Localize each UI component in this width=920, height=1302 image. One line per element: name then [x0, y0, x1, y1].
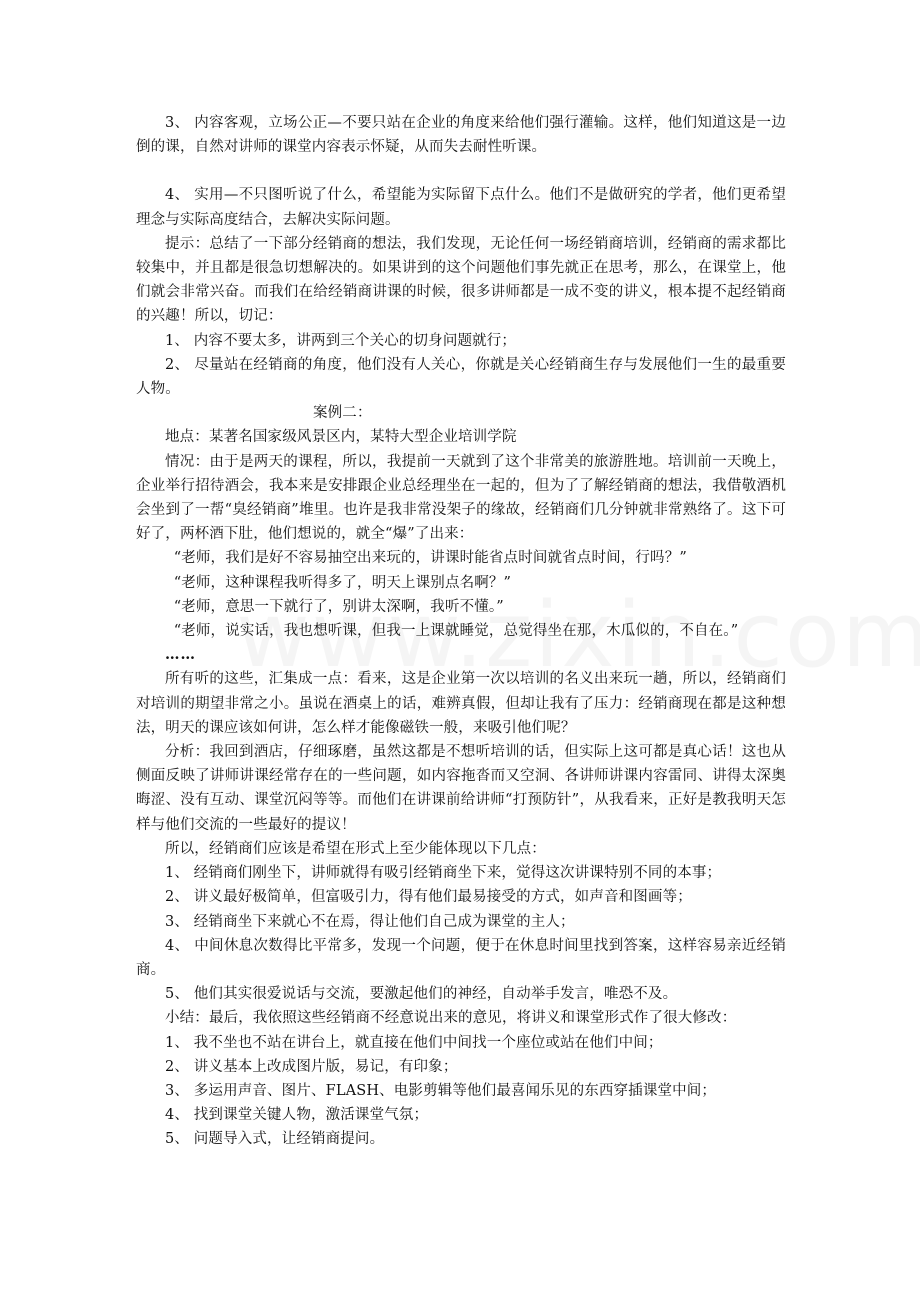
list-item-tip-1: 1、 内容不要太多，讲两到三个关心的切身问题就行； — [165, 332, 517, 349]
list-item-tip-2: 2、 尽量站在经销商的角度，他们没有人关心，你就是关心经销商生存与发展他们一生的最重要人物。 — [136, 356, 786, 398]
paragraph-summary-of-listening: 所有听的这些，汇集成一点：看来，这是企业第一次以培训的名义出来玩一趟，所以，经销商们对培训的期望非常之小。虽说在酒桌上的话，难辨真假，但却让我有了压力：经销商现在都是这种想法，明天的课应该如何讲，怎么样才能像磁铁一般，来吸引他们呢？ — [136, 671, 786, 736]
blank-line — [136, 159, 786, 183]
paragraph-expectations-intro: 所以，经销商们应该是希望在形式上至少能体现以下几点： — [165, 840, 546, 857]
list-item-expectation-4: 4、 中间休息次数得比平常多，发现一个问题，便于在休息时间里找到答案，这样容易亲近经销商。 — [136, 937, 786, 978]
paragraph-situation: 情况：由于是两天的课程，所以，我提前一天就到了这个非常美的旅游胜地。培训前一天晚上，企业举行招待酒会，我本来是安排跟企业总经理坐在一起的，但为了了解经销商的想法，我借敬酒机会坐到了一帮“臭经销商”堆里。也许是我非常没架子的缘故，经销商们几分钟就非常熟络了。这下可好了，两杯酒下肚，他们想说的，就全“爆”了出来： — [136, 453, 786, 543]
quote-1: “老师，我们是好不容易抽空出来玩的，讲课时能省点时间就省点时间，行吗？” — [173, 550, 687, 567]
list-item-change-3: 3、 多运用声音、图片、FLASH、电影剪辑等他们最喜闻乐见的东西穿插课堂中间； — [165, 1082, 717, 1099]
paragraph-analysis: 分析：我回到酒店，仔细琢磨，虽然这都是不想听培训的话，但实际上这可都是真心话！这也从侧面反映了讲师讲课经常存在的一些问题，如内容拖沓而又空洞、各讲师讲课内容雷同、讲得太深奥晦涩、没有互动、课堂沉闷等等。而他们在讲课前给讲师“打预防针”，从我看来，正好是教我明天怎样与他们交流的一些最好的提议！ — [136, 744, 786, 833]
quote-3: “老师，意思一下就行了，别讲太深啊，我听不懂。” — [173, 598, 504, 615]
document-body — [136, 111, 786, 1152]
quote-2: “老师，这种课程我听得多了，明天上课别点名啊？” — [173, 574, 512, 591]
list-item-expectation-2: 2、 讲义最好极简单，但富吸引力，得有他们最易接受的方式，如声音和图画等； — [165, 889, 692, 906]
list-item-change-1: 1、 我不坐也不站在讲台上，就直接在他们中间找一个座位或站在他们中间； — [165, 1034, 663, 1051]
list-item-expectation-5: 5、 他们其实很爱说话与交流，要激起他们的神经，自动举手发言，唯恐不及。 — [165, 986, 678, 1003]
section-heading-case-two: 案例二： — [313, 405, 372, 422]
paragraph-location: 地点：某著名国家级风景区内，某特大型企业培训学院 — [165, 429, 517, 446]
quote-4: “老师，说实话，我也想听课，但我一上课就睡觉，总觉得坐在那，木瓜似的，不自在。” — [173, 623, 739, 640]
paragraph-point-3: 3、 内容客观，立场公正—不要只站在企业的角度来给他们强行灌输。这样，他们知道这是一边倒的课，自然对讲师的课堂内容表示怀疑，从而失去耐性听课。 — [136, 115, 786, 156]
list-item-expectation-3: 3、 经销商坐下来就心不在焉，得让他们自己成为课堂的主人； — [165, 913, 575, 930]
list-item-change-5: 5、 问题导入式，让经销商提问。 — [165, 1131, 385, 1148]
ellipsis: …… — [165, 646, 196, 664]
list-item-expectation-1: 1、 经销商们刚坐下，讲师就得有吸引经销商坐下来，觉得这次讲课特别不同的本事； — [165, 865, 722, 882]
list-item-change-2: 2、 讲义基本上改成图片版，易记，有印象； — [165, 1058, 458, 1075]
paragraph-conclusion: 小结：最后，我依照这些经销商不经意说出来的意见，将讲义和课堂形式作了很大修改： — [165, 1010, 737, 1027]
paragraph-tip: 提示：总结了一下部分经销商的想法，我们发现，无论任何一场经销商培训，经销商的需求都比较集中，并且都是很急切想解决的。如果讲到的这个问题他们事先就正在思考，那么，在课堂上，他们就会非常兴奋。而我们在给经销商讲课的时候，很多讲师都是一成不变的讲义，根本提不起经销商的兴趣！所以，切记： — [136, 235, 786, 325]
list-item-change-4: 4、 找到课堂关键人物，激活课堂气氛； — [165, 1107, 429, 1124]
paragraph-point-4: 4、 实用—不只图听说了什么，希望能为实际留下点什么。他们不是做研究的学者，他们更希望理念与实际高度结合，去解决实际问题。 — [136, 187, 786, 228]
